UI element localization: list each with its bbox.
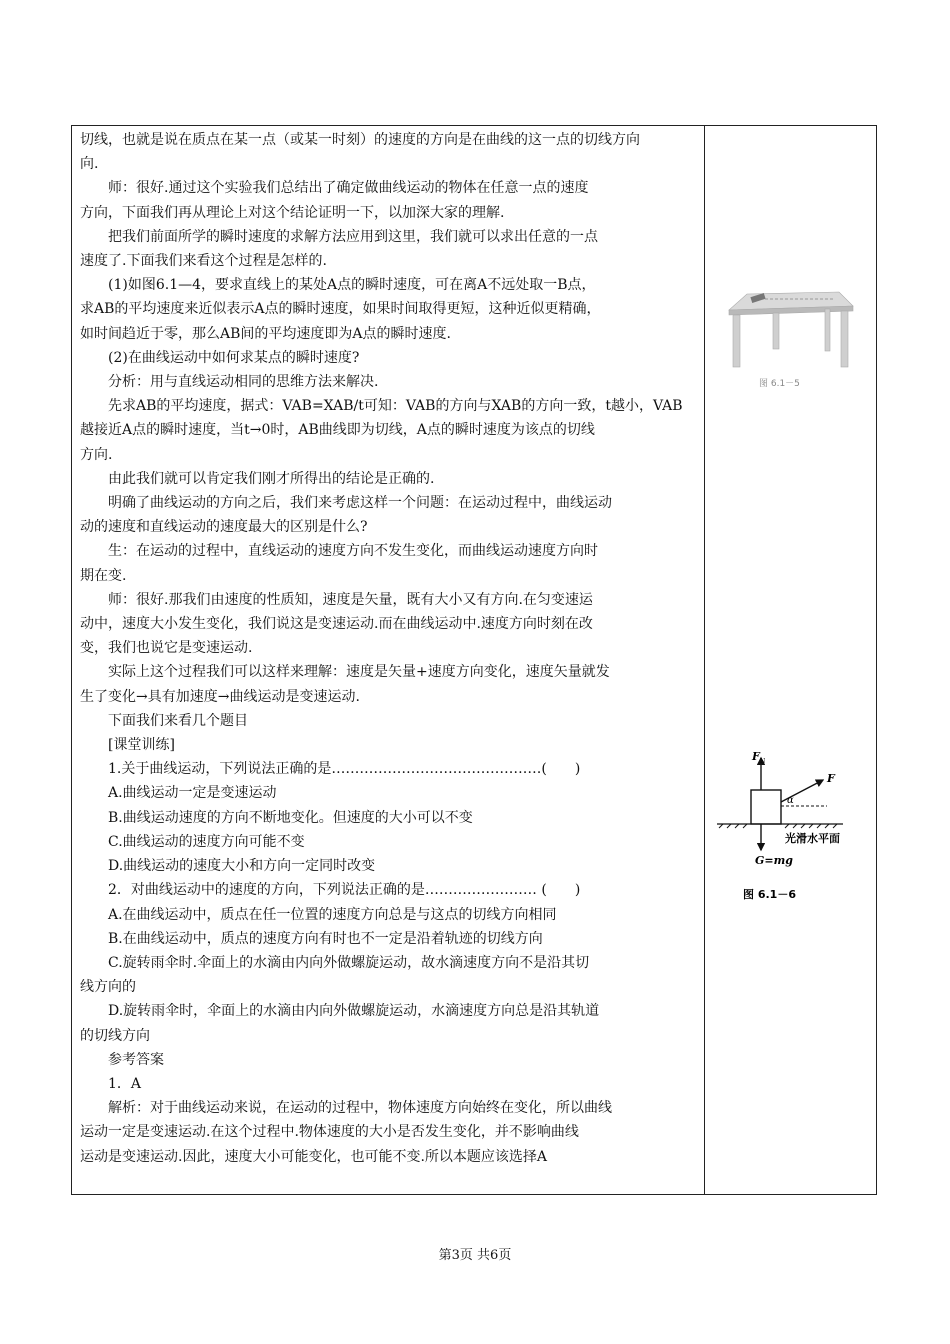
figure-column: [705, 126, 876, 1194]
text-line: 解析：对于曲线运动来说，在运动的过程中，物体速度方向始终在变化，所以曲线: [108, 1100, 612, 1117]
text-line: 切线，也就是说在质点在某一点（或某一时刻）的速度的方向是在曲线的这一点的切线方向: [80, 132, 640, 148]
text-line: 实际上这个过程我们可以这样来理解：速度是矢量+速度方向变化，速度矢量就发: [108, 664, 610, 681]
text-line: 方向.: [80, 446, 113, 463]
fig2-fn-subscript: N: [760, 758, 766, 765]
fig2-alpha: α: [787, 795, 794, 806]
page-footer: 第3页 共6页: [438, 1248, 512, 1263]
text-line: 速度了.下面我们来看这个过程是怎样的.: [80, 253, 327, 270]
text-line: 先求AB的平均速度，据式：VAB=XAB/t可知：VAB的方向与XAB的方向一致，t越小，VAB: [108, 398, 683, 415]
text-line: 下面我们来看几个题目: [108, 712, 248, 729]
text-line: 动中，速度大小发生变化，我们说这是变速运动.而在曲线运动中.速度方向时刻在改: [80, 616, 593, 633]
text-line: 变，我们也说它是变速运动.: [80, 640, 253, 657]
text-line: 越接近A点的瞬时速度，当t→0时，AB曲线即为切线，A点的瞬时速度为该点的切线: [80, 422, 595, 439]
content-table: [71, 125, 877, 1195]
text-line: C.曲线运动的速度方向可能不变: [108, 833, 305, 850]
text-line: 动的速度和直线运动的速度最大的区别是什么?: [80, 519, 368, 536]
text-line: 把我们前面所学的瞬时速度的求解方法应用到这里，我们就可以求出任意的一点: [108, 228, 598, 245]
fig2-fn-label: F: [752, 750, 760, 763]
text-line: D.曲线运动的速度大小和方向一定同时改变: [108, 858, 376, 875]
fig2-gravity-label: G=mg: [755, 854, 793, 867]
block-force-figure-6-1-6: [715, 746, 865, 916]
fig2-surface-label: 光滑水平面: [785, 832, 840, 845]
text-line: B.曲线运动速度的方向不断地变化。但速度的大小可以不变: [108, 809, 473, 826]
text-line: 运动是变速运动.因此，速度大小可能变化，也可能不变.所以本题应该选择A: [80, 1148, 548, 1165]
text-line: 师：很好.那我们由速度的性质知，速度是矢量，既有大小又有方向.在匀变速运: [108, 591, 593, 608]
table-figure-6-1-5: [715, 278, 865, 398]
text-line: 2．对曲线运动中的速度的方向，下列说法正确的是…………………… ( ): [108, 882, 581, 899]
text-line: A.曲线运动一定是变速运动: [108, 785, 277, 802]
text-line: 生了变化→具有加速度→曲线运动是变速运动.: [80, 688, 360, 705]
text-line: 明确了曲线运动的方向之后，我们来考虑这样一个问题：在运动过程中，曲线运动: [108, 495, 612, 512]
text-line: 生：在运动的过程中，直线运动的速度方向不发生变化，而曲线运动速度方向时: [108, 543, 598, 560]
text-line: 向.: [80, 156, 99, 173]
text-line: 如时间趋近于零，那么AB间的平均速度即为A点的瞬时速度.: [80, 325, 451, 342]
main-text-column: [80, 128, 698, 1169]
text-line: 师：很好.通过这个实验我们总结出了确定做曲线运动的物体在任意一点的速度: [108, 180, 589, 197]
text-line: 1.关于曲线运动，下列说法正确的是………………………………………( ): [108, 761, 581, 778]
fig1-caption: 图 6.1－5: [759, 379, 800, 389]
text-line: 期在变.: [80, 567, 127, 584]
text-line: [课堂训练]: [108, 737, 175, 754]
text-line: 参考答案: [108, 1051, 164, 1068]
text-line: 的切线方向: [80, 1027, 150, 1044]
text-line: (1)如图6.1—4，要求直线上的某处A点的瞬时速度，可在离A不远处取一B点，: [108, 277, 596, 294]
text-line: 线方向的: [80, 979, 136, 996]
text-line: A.在曲线运动中，质点在任一位置的速度方向总是与这点的切线方向相同: [108, 906, 557, 923]
text-line: 分析：用与直线运动相同的思维方法来解决.: [108, 374, 379, 391]
fig2-caption: 图 6.1－6: [743, 888, 796, 901]
text-line: 由此我们就可以肯定我们刚才所得出的结论是正确的.: [108, 470, 435, 487]
text-line: C.旋转雨伞时.伞面上的水滴由内向外做螺旋运动，故水滴速度方向不是沿其切: [108, 954, 590, 971]
text-line: 1．A: [108, 1075, 142, 1092]
fig2-f-label: F: [827, 772, 835, 785]
text-line: B.在曲线运动中，质点的速度方向有时也不一定是沿着轨迹的切线方向: [108, 930, 543, 947]
text-line: 方向，下面我们再从理论上对这个结论证明一下，以加深大家的理解.: [80, 204, 505, 221]
text-line: 求AB的平均速度来近似表示A点的瞬时速度，如果时间取得更短，这种近似更精确，: [80, 301, 601, 318]
text-line: (2)在曲线运动中如何求某点的瞬时速度?: [108, 349, 360, 366]
text-line: D.旋转雨伞时，伞面上的水滴由内向外做螺旋运动，水滴速度方向总是沿其轨道: [108, 1003, 600, 1020]
text-line: 运动一定是变速运动.在这个过程中.物体速度的大小是否发生变化，并不影响曲线: [80, 1124, 579, 1141]
